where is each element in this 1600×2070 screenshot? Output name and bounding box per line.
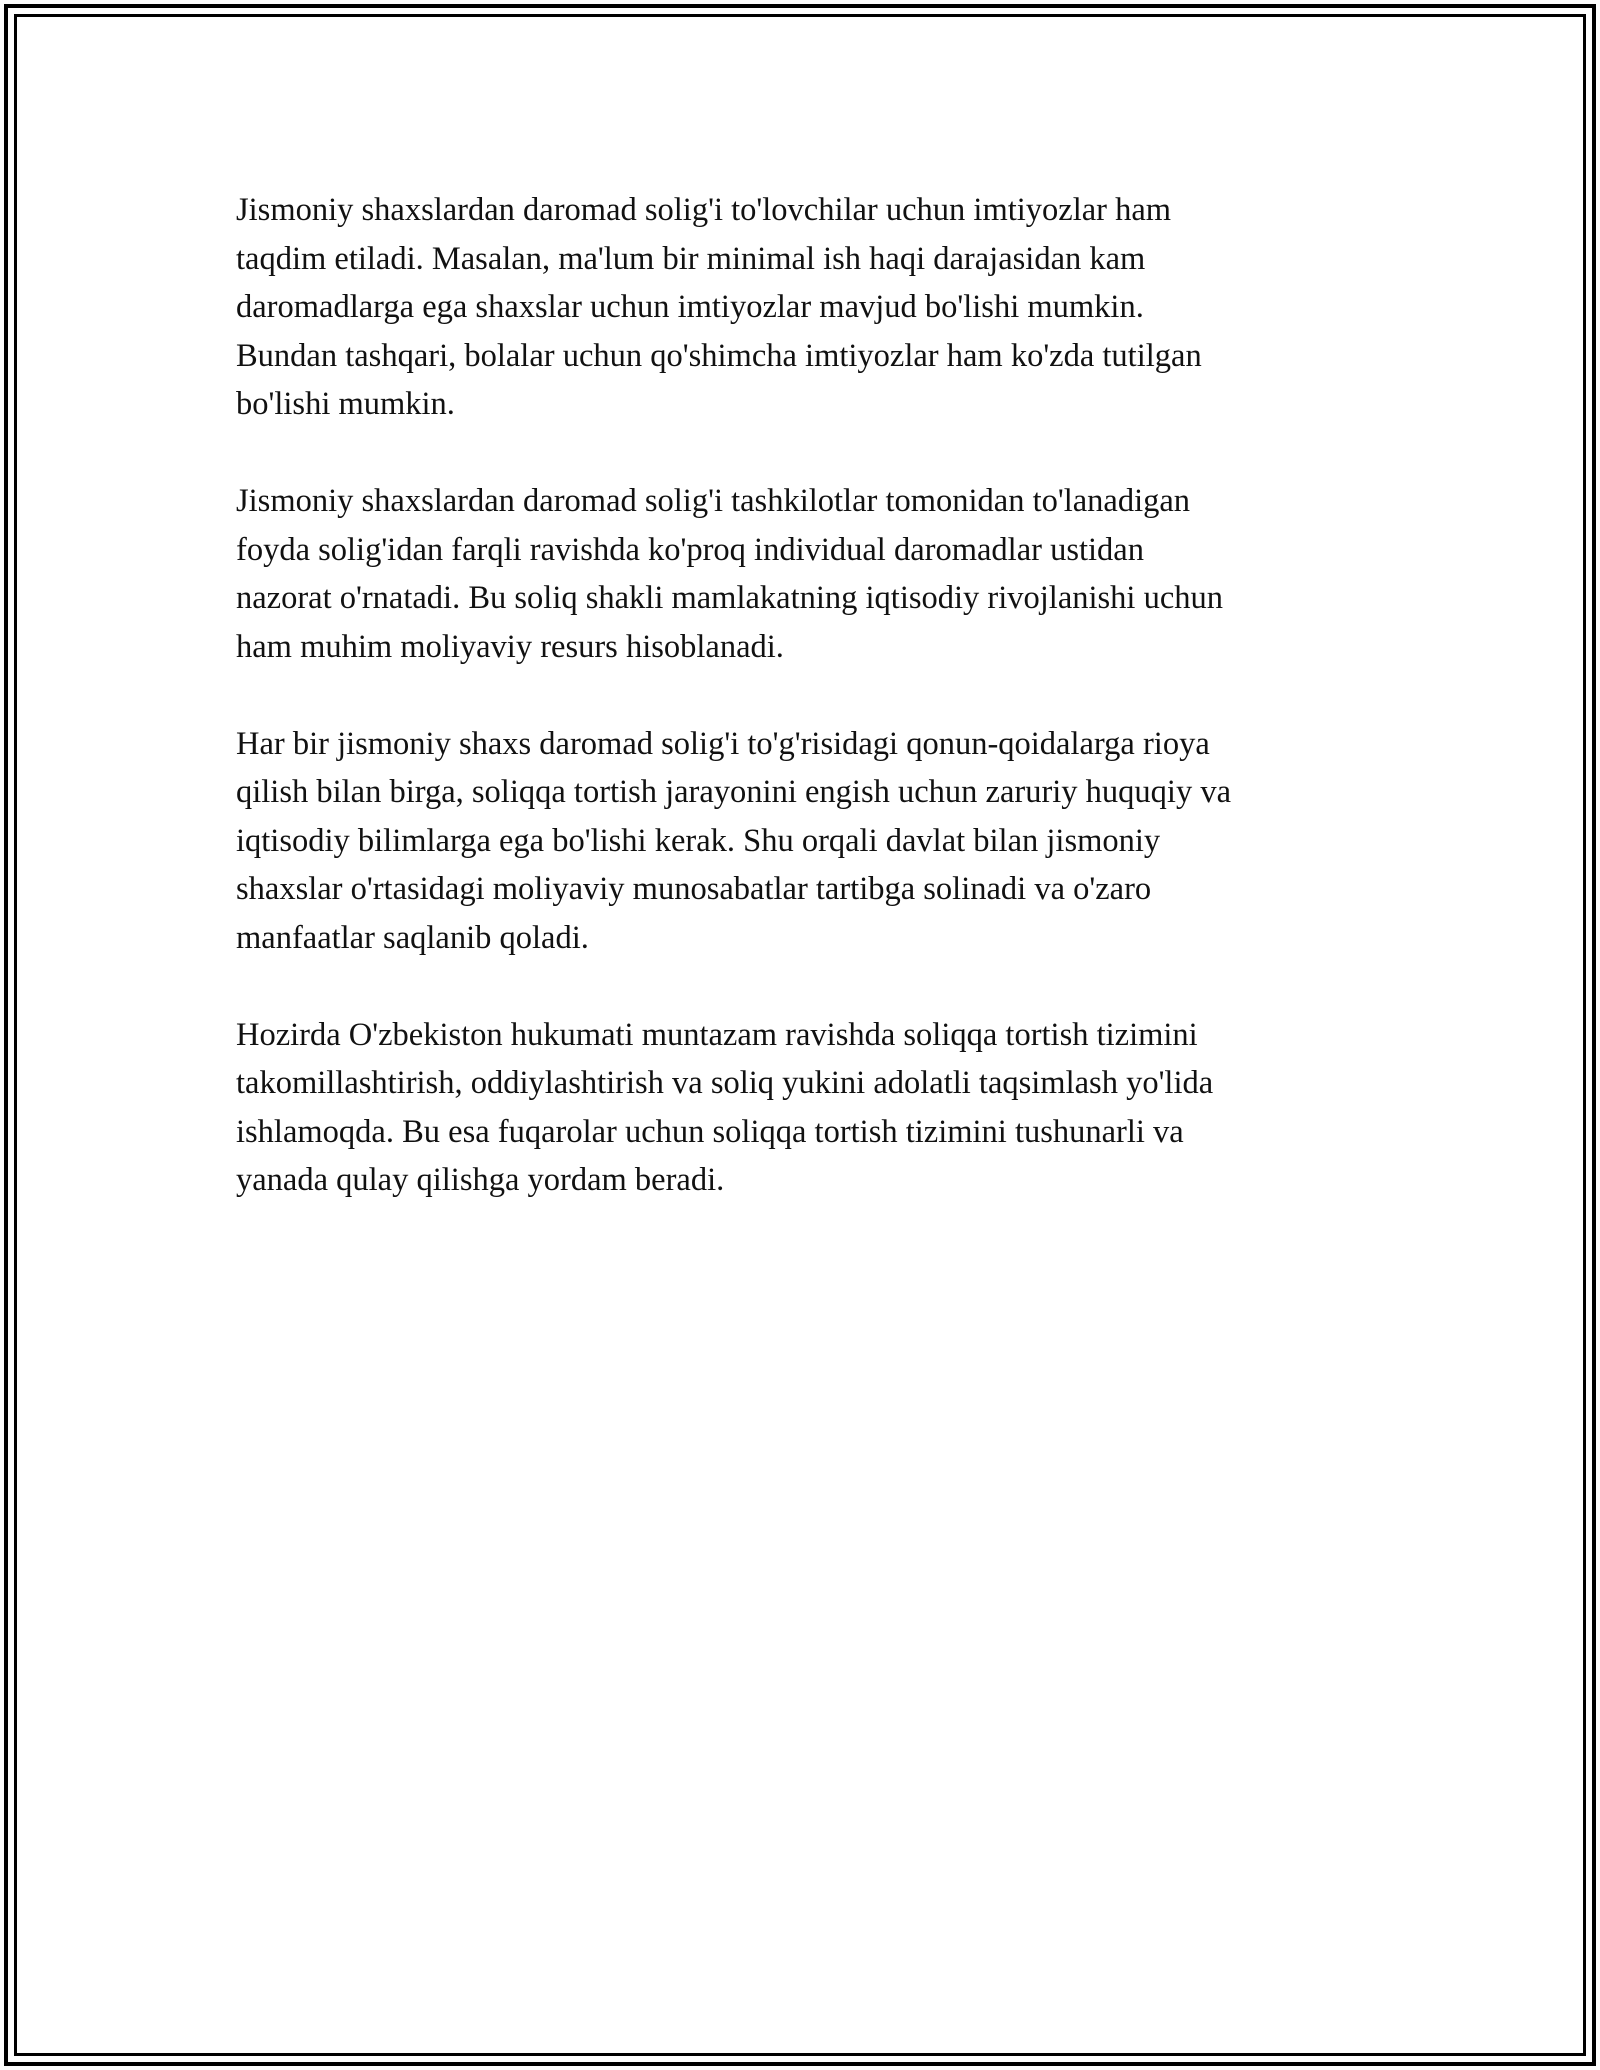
text-line: takomillashtirish, oddiylashtirish va soliq yukini adolatli taqsimlash yo'lida: [236, 1065, 1214, 1101]
text-line: Bundan tashqari, bolalar uchun qo'shimcha imtiyozlar ham ko'zda tutilgan: [236, 337, 1202, 374]
text-line: Har bir jismoniy shaxs daromad solig'i to'g'risidagi qonun-qoidalarga rioya: [236, 725, 1210, 762]
text-line: qilish bilan birga, soliqqa tortish jarayonini engish uchun zaruriy huquqiy va: [236, 774, 1231, 810]
text-line: bo'lishi mumkin.: [236, 386, 455, 422]
text-line: foyda solig'idan farqli ravishda ko'proq individual daromadlar ustidan: [236, 531, 1144, 568]
text-line: taqdim etiladi. Masalan, ma'lum bir minimal ish haqi darajasidan kam: [236, 240, 1146, 277]
text-line: Jismoniy shaxslardan daromad solig'i to'lovchilar uchun imtiyozlar ham: [236, 192, 1172, 228]
text-line: daromadlarga ega shaxslar uchun imtiyozlar mavjud bo'lishi mumkin.: [236, 289, 1144, 325]
text-line: iqtisodiy bilimlarga ega bo'lishi kerak. Shu orqali davlat bilan jismoniy: [236, 822, 1161, 859]
text-line: shaxslar o'rtasidagi moliyaviy munosabatlar tartibga solinadi va o'zaro: [236, 871, 1152, 907]
paragraph-4: [236, 1011, 1376, 1205]
paragraph-2: [236, 477, 1376, 671]
text-line: nazorat o'rnatadi. Bu soliq shakli mamlakatning iqtisodiy rivojlanishi uchun: [236, 580, 1224, 616]
text-line: ham muhim moliyaviy resurs hisoblanadi.: [236, 628, 784, 665]
text-line: yanada qulay qilishga yordam beradi.: [236, 1162, 725, 1198]
text-line: ishlamoqda. Bu esa fuqarolar uchun soliqqa tortish tizimini tushunarli va: [236, 1113, 1184, 1150]
document-body: [236, 186, 1376, 1253]
text-line: Jismoniy shaxslardan daromad solig'i tashkilotlar tomonidan to'lanadigan: [236, 483, 1191, 519]
text-line: Hozirda O'zbekiston hukumati muntazam ravishda soliqqa tortish tizimini: [236, 1016, 1198, 1053]
paragraph-1: [236, 186, 1376, 429]
text-line: manfaatlar saqlanib qoladi.: [236, 919, 589, 956]
paragraph-3: [236, 720, 1376, 963]
